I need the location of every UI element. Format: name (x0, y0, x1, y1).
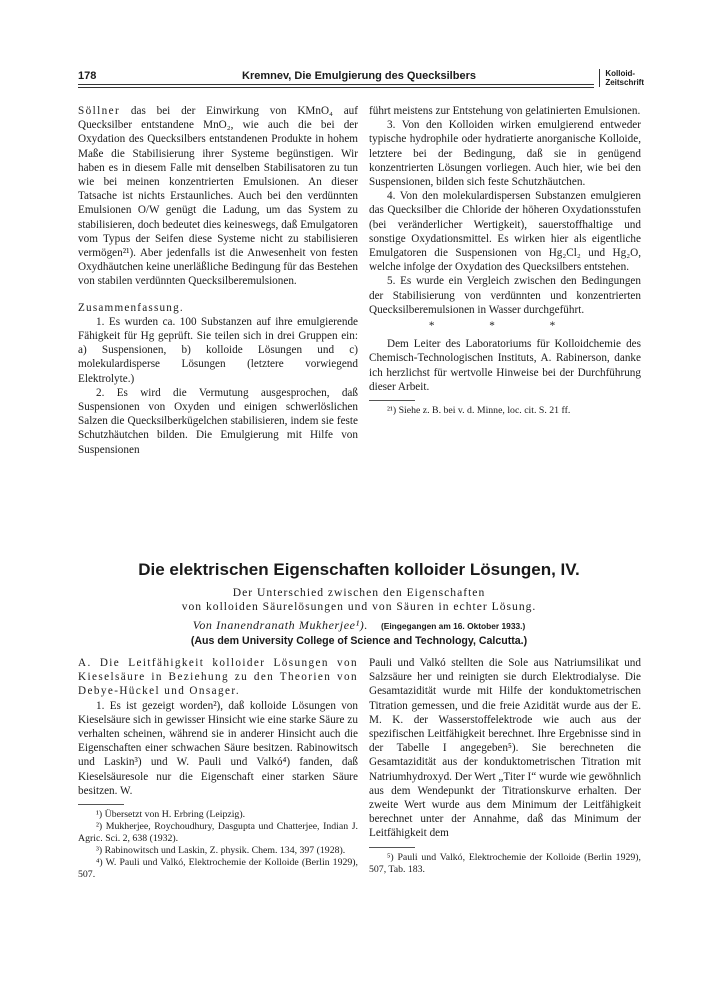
summary-point-3: 3. Von den Kolloiden wirken emulgierend entweder typische hydrophile oder hydratierte anorganische Kolloide, letztere bei der Bedingung, daß sie in genügend konzentrierten Lösungen vorliegen. Auch hier, wie bei den Suspensionen, bilden sich feste Schutzhäutchen. (369, 119, 641, 189)
summary-point-2-continued: führt meistens zur Entstehung von gelatinierten Emulsionen. (369, 105, 641, 117)
summary-point-5: 5. Es wurde ein Vergleich zwischen den Bedingungen der Stabilisierung von verdünnten und konzentrierten Quecksilberemulsionen in Wasser durchgeführt. (369, 275, 641, 316)
received-date: (Eingegangen am 16. Oktober 1933.) (380, 621, 526, 631)
header-rule-second (78, 87, 594, 88)
page-number: 178 (78, 70, 97, 82)
institution: (Aus dem University College of Science and Technology, Calcutta.) (190, 635, 528, 647)
journal-name (599, 69, 644, 87)
footnote-3: ³) Rabinowitsch und Laskin, Z. physik. Chem. 134, 397 (1928). (96, 845, 346, 857)
paragraph-soellner (78, 104, 358, 289)
summary-point-4: 4. Von den molekulardispersen Substanzen emulgieren das Quecksilber die Chloride der höheren Oxydationsstufen (bei veränderlicher Wertigkeit), sauerstoffhaltige und sonstige Oxydationsmittel. Es wirken hier als eigentliche Emulgatoren die Suspensionen von Hg₂Cl₂ und Hg₂O, welche infolge der Oxydation des Quecksilbers entstehen. (369, 190, 641, 274)
article-subtitle-1: Der Unterschied zwischen den Eigenschaften (232, 586, 486, 599)
paragraph-soellner-text: das bei der Einwirkung von KMnO₄ auf Quecksilber entstandene MnO₂, wie auch die bei der Oxydation des Quecksilbers entstandenen Produkte in hohem Maße die Stabilisierung ihrer Systeme begünstigen. Wir haben es in diesem Falle mit denselben Stabilisatoren zu tun wie bei meinen konzentrierten Emulsionen. An dieser Tatsache ist nichts Erstaunliches. Auch bei den verdünnten Emulsionen O/W genügt die Ladung, um das System zu stabilisieren, doch bedeutet dies keineswegs, daß Emulgatoren vom Typus der Seifen diese Systeme nicht zu stabilisieren vermögen²¹). Aber jedenfalls ist die Anwesenheit von festen Oxydhäutchen keine unerläßliche Bedingung für das Bestehen von stabilen verdünnten Quecksilberemulsionen. (78, 105, 359, 288)
running-title: Kremnev, Die Emulgierung des Quecksilbers (242, 70, 476, 82)
header-rule (78, 84, 594, 85)
running-header (78, 69, 644, 92)
author-name-soellner: Söllner (78, 105, 121, 117)
footnote-rule-left (78, 804, 124, 805)
left-column-top (78, 104, 358, 457)
article-title: Die elektrischen Eigenschaften kolloider Lösungen, IV. (138, 560, 580, 579)
paragraph-pauli-valko: Pauli und Valkó stellten die Sole aus Natriumsilikat und Salzsäure her und reinigten sie durch Elektrodialyse. Die Gesamtazidität wurde mit Hilfe der konduktometrischen Titration gemessen, und die freie Azidität wurde aus der E. M. K. der Wasserstoffelektrode wie auch aus der spezifischen Leitfähigkeit berechnet. Ihre Ergebnisse sind in der Tabelle I angegeben⁵). Sie berechneten die Gesamtazidität aus der konduktometrischen Titration mit Natriumhydroxyd. Der Wert „Titer I“ wurde wie gewöhnlich aus dem Wendepunkt der Titrationskurve erhalten. Der zweite Wert wurde aus dem Minimum der Leitfähigkeit berechnet unter der Annahme, daß das Minimum der Leitfähigkeit dem (369, 657, 641, 840)
footnote-2: ²) Mukherjee, Roychoudhury, Dasgupta und Chatterjee, Indian J. Agric. Sci. 2, 638 (1932). (78, 821, 358, 845)
right-column-top (369, 104, 641, 417)
author-name: Von Inanendranath Mukherjee¹). (192, 618, 368, 632)
footnote-21: ²¹) Siehe z. B. bei v. d. Minne, loc. cit. S. 21 ff. (387, 405, 571, 417)
acknowledgement: Dem Leiter des Laboratoriums für Kolloidchemie des Chemisch-Technologischen Instituts, A. Rabinerson, danke ich herzlichst für wertvolle Hinweise bei der Durchführung dieser Arbeit. (369, 338, 641, 393)
footnote-rule (369, 400, 415, 401)
footnote-5: ⁵) Pauli und Valkó, Elektrochemie der Kolloide (Berlin 1929), 507, Tab. 183. (369, 851, 641, 875)
footnote-1: ¹) Übersetzt von H. Erbring (Leipzig). (96, 809, 246, 821)
article-subtitle-2: von kolloiden Säurelösungen und von Säuren in echter Lösung. (181, 600, 537, 613)
summary-point-2: 2. Es wird die Vermutung ausgesprochen, daß Suspensionen von Oxyden und einigen schwerlöslichen Salzen die Quecksilberkügelchen stabilisieren, indem sie feste Schutzhäutchen bilden. Die Emulgierung mit Hilfe von Suspensionen (78, 386, 358, 456)
journal-name-line2: Zeitschrift (605, 78, 644, 87)
paragraph-1: 1. Es ist gezeigt worden²), daß kolloide Lösungen von Kieselsäure sich in gewisser Hinsicht wie eine starke Säure zu verhalten scheinen, während sie in anderer Hinsicht auch die Eigenschaften einer schwachen Säure besitzen. Rabinowitsch und Laskin³) und W. Pauli und Valkó⁴) fanden, daß Kieselsäuresole nur die Eigenschaft einer starken Säure besitzen. W. (78, 699, 358, 797)
footnote-rule-right (369, 847, 415, 848)
footnote-4: ⁴) W. Pauli und Valkó, Elektrochemie der Kolloide (Berlin 1929), 507. (78, 857, 358, 881)
summary-point-1: 1. Es wurden ca. 100 Substanzen auf ihre emulgierende Fähigkeit für Hg geprüft. Sie teilen sich in drei Gruppen ein: a) Suspensionen, b) kolloide Lösungen und c) molekulardisperse Lösungen (letztere vorwiegend Elektrolyte.) (78, 315, 358, 385)
author-line (78, 618, 640, 633)
right-column-bottom (369, 656, 641, 876)
left-column-bottom (78, 656, 358, 881)
article-heading (78, 560, 640, 647)
journal-name-line1: Kolloid- (605, 69, 636, 78)
section-heading-summary: Zusammenfassung. (78, 301, 184, 314)
section-heading-a: A. Die Leitfähigkeit kolloider Lösungen von Kieselsäure in Beziehung zu den Theorien von Debye-Hückel und Onsager. (78, 657, 358, 698)
section-separator-stars: * * * (428, 320, 582, 333)
